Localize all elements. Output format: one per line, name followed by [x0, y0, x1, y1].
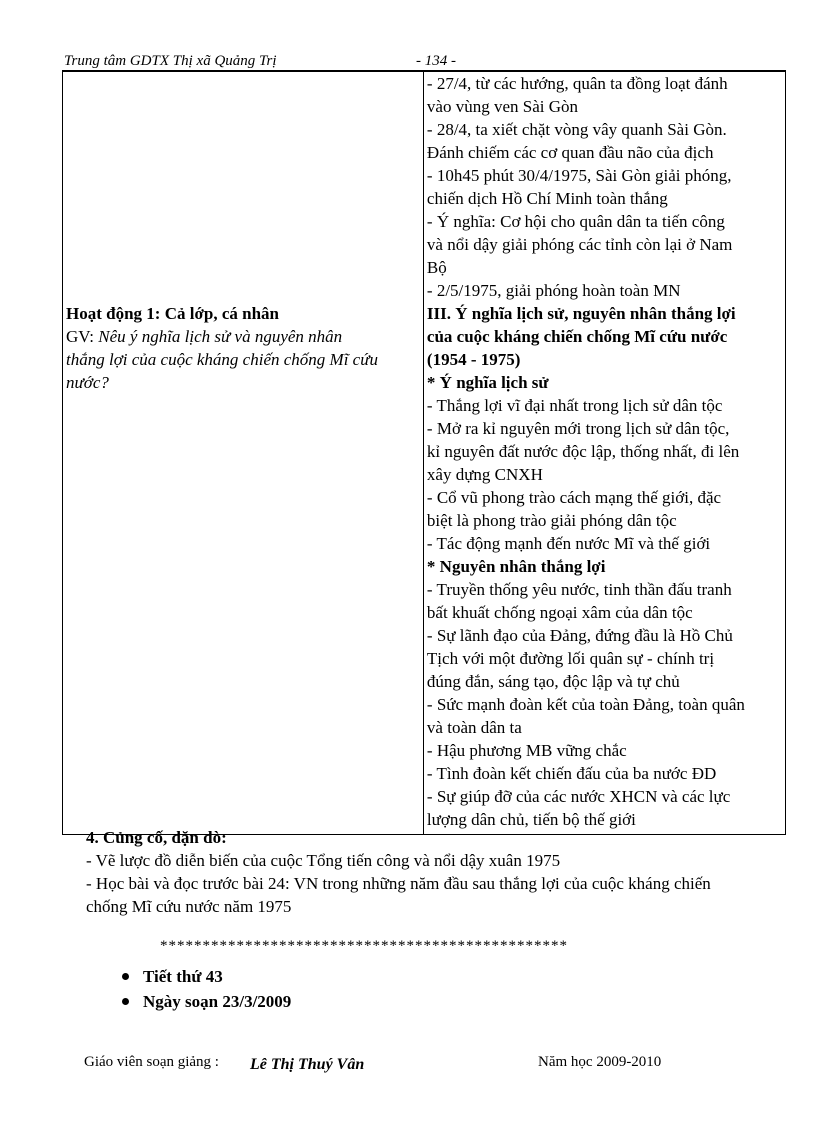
cause-line: - Tình đoàn kết chiến đấu của ba nước ĐD — [426, 764, 717, 783]
cause-line: lượng dân chủ, tiến bộ thế giới — [426, 810, 636, 829]
cause-line: - Hậu phương MB vững chắc — [426, 741, 627, 760]
cause-line: đúng đắn, sáng tạo, độc lập và tự chủ — [426, 672, 680, 691]
bullet-icon — [122, 998, 129, 1005]
campaign-line: - 28/4, ta xiết chặt vòng vây quanh Sài Gòn. — [426, 120, 727, 139]
significance-line: - Cổ vũ phong trào cách mạng thế giới, đặc — [426, 488, 722, 507]
campaign-line: Bộ — [426, 258, 447, 277]
causes-heading: * Nguyên nhân thắng lợi — [426, 557, 606, 576]
significance-line: - Tác động mạnh đến nước Mĩ và thế giới — [426, 534, 711, 553]
question-text: Nêu ý nghĩa lịch sử và nguyên nhân — [94, 327, 343, 346]
school-year: Năm học 2009-2010 — [538, 1054, 662, 1070]
page-number: - 134 - — [416, 53, 456, 69]
section-title-line: (1954 - 1975) — [426, 350, 521, 369]
section-title-line: III. Ý nghĩa lịch sử, nguyên nhân thắng lợi — [426, 304, 736, 323]
page-header — [62, 50, 786, 71]
significance-line: - Thắng lợi vĩ đại nhất trong lịch sử dân tộc — [426, 396, 723, 415]
campaign-line: vào vùng ven Sài Gòn — [426, 97, 579, 116]
cause-line: Tịch với một đường lối quân sự - chính trị — [426, 649, 715, 668]
gv-prefix: GV: — [66, 327, 95, 346]
consolidation-line: chống Mĩ cứu nước năm 1975 — [86, 897, 292, 916]
bullet-icon — [122, 973, 129, 980]
list-item — [122, 989, 291, 1014]
lesson-content-cell — [423, 72, 785, 835]
consolidation-line: - Vẽ lược đồ diễn biến của cuộc Tổng tiến công và nổi dậy xuân 1975 — [86, 851, 561, 870]
lesson-table — [62, 71, 786, 835]
campaign-line: và nổi dậy giải phóng các tỉnh còn lại ở Nam — [426, 235, 733, 254]
list-item — [122, 964, 291, 989]
significance-line: xây dựng CNXH — [426, 465, 543, 484]
cause-line: - Truyền thống yêu nước, tinh thần đấu tranh — [426, 580, 732, 599]
teacher-activity-cell — [63, 72, 424, 835]
prepared-date: Ngày soạn 23/3/2009 — [143, 992, 292, 1011]
significance-line: - Mở ra kỉ nguyên mới trong lịch sử dân tộc, — [426, 419, 730, 438]
campaign-line: - 10h45 phút 30/4/1975, Sài Gòn giải phóng, — [426, 166, 732, 185]
cause-line: bất khuất chống ngoại xâm của dân tộc — [426, 603, 693, 622]
significance-line: biệt là phong trào giải phóng dân tộc — [426, 511, 677, 530]
activity-title: Hoạt động 1: Cả lớp, cá nhân — [66, 304, 279, 323]
gv-question-line-3: nước? — [66, 373, 109, 392]
star-separator: ************************************************ — [160, 938, 568, 954]
cause-line: - Sự giúp đỡ của các nước XHCN và các lực — [426, 787, 731, 806]
teacher-name: Lê Thị Thuý Vân — [250, 1056, 365, 1073]
cause-line: - Sức mạnh đoàn kết của toàn Đảng, toàn quân — [426, 695, 745, 714]
campaign-line: - Ý nghĩa: Cơ hội cho quân dân ta tiến công — [426, 212, 725, 231]
cause-line: và toàn dân ta — [426, 718, 522, 737]
period-number: Tiết thứ 43 — [143, 967, 223, 986]
gv-question-line-1 — [66, 325, 423, 348]
teacher-label: Giáo viên soạn giảng : — [84, 1054, 219, 1070]
consolidation-section — [86, 826, 786, 918]
gv-question-line-2: thắng lợi của cuộc kháng chiến chống Mĩ cứu — [66, 350, 378, 369]
significance-line: kỉ nguyên đất nước độc lập, thống nhất, đi lên — [426, 442, 740, 461]
campaign-line: - 27/4, từ các hướng, quân ta đồng loạt đánh — [426, 74, 728, 93]
campaign-line: - 2/5/1975, giải phóng hoàn toàn MN — [426, 281, 681, 300]
cause-line: - Sự lãnh đạo của Đảng, đứng đầu là Hồ Chủ — [426, 626, 733, 645]
consolidation-line: - Học bài và đọc trước bài 24: VN trong những năm đầu sau thắng lợi của cuộc kháng chiến — [86, 874, 711, 893]
table-row — [63, 72, 786, 835]
significance-heading: * Ý nghĩa lịch sử — [426, 373, 549, 392]
consolidation-heading: 4. Củng cố, dặn dò: — [86, 828, 227, 847]
school-name: Trung tâm GDTX Thị xã Quảng Trị — [64, 53, 277, 69]
section-title-line: của cuộc kháng chiến chống Mĩ cứu nước — [426, 327, 728, 346]
lesson-info-list — [122, 964, 291, 1014]
campaign-line: Đánh chiếm các cơ quan đầu não của địch — [426, 143, 714, 162]
campaign-line: chiến dịch Hồ Chí Minh toàn thắng — [426, 189, 668, 208]
